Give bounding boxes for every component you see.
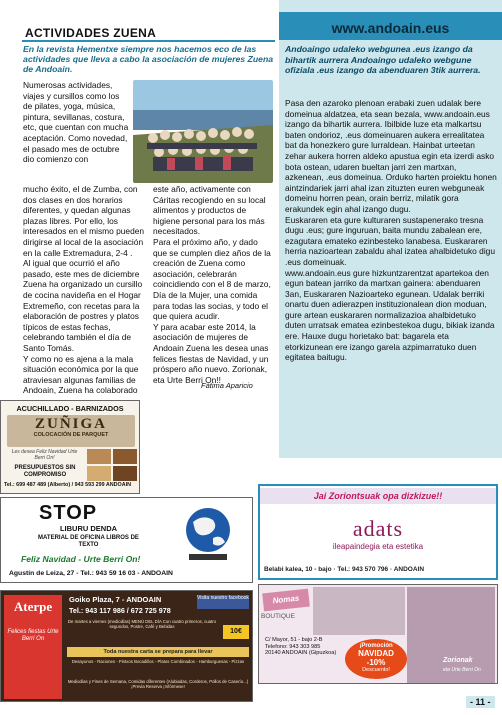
web-column: [279, 0, 502, 458]
promo-line-c: -10%: [366, 658, 386, 667]
aterpe-menu3: Mediodías y Fines de Semana, Comidas diferentes (Alubiadas, Corderos, Pollos de Caserío...) ¡Previa Reserva ¡Infórmese!: [67, 679, 249, 690]
aterpe-bar: Toda nuestra carta se prepara para llevar: [67, 647, 249, 657]
section-title: ACTIVIDADES ZUENA: [25, 26, 157, 40]
article-byline: Fátima Aparicio: [201, 381, 253, 390]
boutique-photo-1: [313, 587, 405, 635]
article-col1-top: Numerosas actividades, viajes y cursillos como los de pilates, yoga, música, pintura, sevillanas, costura, etc, que cuentan con mucha aceptación. Como novedad, el pasado mes de octubre dio comienzo con: [23, 80, 129, 165]
stop-address: Agustín de Leiza, 27 - Tel.: 943 59 16 03 - ANDOAIN: [9, 570, 173, 577]
aterpe-logo: [4, 595, 62, 699]
ad-zuniga[interactable]: [0, 400, 140, 494]
article-col2: este año, activamente con Cáritas recogiendo en su local alimentos y productos de higiene personal para los más necesitados. Para el próximo año, y dado que se cumplen diez años de la creación de Zuena como asociación, celebrarán coincidiendo con el 8 de marzo, Día de la Mujer, una comida para todas las socias, y todo el que quiera acudir. Y para acabar este 2014, la asociación de mujeres de Andoain Zuena les desea unas felices fiestas de Navidad, y un próspero año nuevo. Zorionak, eta Urte Berri On!!: [153, 184, 271, 385]
boutique-kicker: BOUTIQUE: [261, 613, 295, 620]
promo-line-a: ¡Promoción: [359, 643, 393, 649]
boutique-sig: eta Urte Berri On: [443, 667, 481, 673]
promo-line-b: NAVIDAD: [358, 649, 394, 658]
group-photo: [133, 80, 273, 183]
zuniga-tel: Tel.: 699 487 489 (Alberto) / 943 593 299 ANDOAIN: [4, 482, 132, 488]
zuniga-sub: COLOCACIÓN DE PARQUET: [33, 432, 109, 438]
article-lead: En la revista Hementxe siempre nos hacemos eco de las actividades que lleva a cabo la asociación de mujeres Zuena de Andoain.: [23, 44, 274, 74]
ad-boutique[interactable]: [258, 584, 498, 684]
stop-title: STOP: [39, 502, 98, 524]
aterpe-price: 10€: [223, 625, 249, 639]
zuniga-top-line: ACUCHILLADO - BARNIZADOS: [16, 404, 124, 413]
facebook-badge[interactable]: Visita nuestro facebook: [197, 595, 249, 609]
web-body: Pasa den azaroko plenoan erabaki zuen udalak bere domeinua aldatzea, eta sean bezala, www.andoain.eus izango da bihartik aurrera. Ibilbide luze eta malkartsu baten ondorioz, .eus domeinuaren aukera errealitatea bat da honezkero gure lurraldean. Hainbat urteetan zehar aukera horren aldeko apustua egin eta izerdi asko bota ostean, udaren bueltan jarri zen martxan, azkenean, .eus domeinua. Orduko harten proiektu honen aintzindariek jarri ahal izan zituzten euren webguneak domeinu horren pean, orain berriz, milatik gora erakundek egin ahal izango dugu. Euskararen eta gure kulturaren sustapenerako tresna dugu .eus; gure inguruan, baita mundu zabalean ere, ezagutara emateko ezinbesteko lanabesa. Euskararen herria nazioartean zabaldu ahal izatea ahalbidetuko digu .eus domeinuak. www.andoain.eus gure hizkuntzarentzat apartekoa den egun batean jarriko da martxan gainera: abenduaren 3an, Euskararen Nazioarteko egunean. Udalak berriki onartu duen adierazpen instituzionalean dion moduan, gure artean euskararen normalizazioa ahalbidetuko duten urratsak ematea ezinbestekoa dugu, bikiak izanda ere. Hauxe dugu horietako bat: bagarela eta etorkizunean ere izango garela azpimarratuko duen egitatea baitugu.: [285, 98, 497, 363]
aterpe-menu2: Desayunos - Raciones - Pintxos Bocadillos - Platos Combinados - Hamburguesas - Pizzas: [71, 659, 245, 664]
ad-adats[interactable]: [258, 484, 498, 580]
ad-aterpe[interactable]: [0, 590, 253, 702]
aterpe-wish: Felices fiestas Urte Berri On: [7, 629, 59, 642]
title-rule: [22, 40, 275, 42]
adats-head: Jai Zoriontsuak opa dizkizue!!: [260, 488, 496, 504]
web-lead: Andoaingo udaleko webgunea .eus izango da bihartik aurrera Andoaingo udaleko webgune ofiziala .eus izango da abenduaren 3tik aurrera.: [285, 44, 481, 75]
boutique-badge: Nomas: [262, 589, 310, 612]
zuniga-logo: [7, 415, 135, 447]
web-url-title[interactable]: www.andoain.eus: [331, 20, 450, 36]
zuniga-name: ZUÑIGA: [34, 416, 107, 432]
boutique-addr: C/ Mayor, 51 - bajo 2-B Telefono: 943 303 985 20140 ANDOAIN (Gipuzkoa): [265, 637, 337, 657]
aterpe-tel: Tel.: 943 117 986 / 672 725 978: [69, 606, 171, 615]
aterpe-name: Aterpe: [13, 599, 53, 614]
adats-brand: adats: [352, 516, 404, 541]
page-number: - 11 -: [466, 696, 495, 708]
adats-addr: Belabi kalea, 10 - bajo · Tel.: 943 570 796 · ANDOAIN: [264, 566, 425, 573]
stop-greeting: Feliz Navidad - Urte Berri On!: [21, 554, 141, 564]
globe-icon: [179, 504, 237, 564]
stop-line1: LIBURU DENDA: [59, 524, 118, 533]
group-photo-image: [133, 80, 273, 183]
aterpe-addr: Goiko Plaza, 7 - ANDOAIN: [69, 595, 162, 604]
ad-stop[interactable]: [0, 497, 253, 583]
parquet-samples-image: [87, 449, 137, 481]
zuniga-wish: Les desea Feliz Navidad Urte Berri On!: [11, 449, 78, 461]
stop-line2: MATERIAL DE OFICINA LIBROS DE TEXTO: [38, 535, 139, 548]
boutique-zorionak: Zorionak: [443, 657, 473, 664]
article-col1-bottom: mucho éxito, el de Zumba, con dos clases en dos horarios diferentes, y quedan algunas plazas libres. Por ello, los interesados en el mismo pueden dirigirse al local de la asociación en la calle Extremadura, 2-4 . Al igual que ocurrió el año pasado, este mes de diciembre Zuena ha organizado un cursillo de cocina navideña en el Hogar Extremeño, con recetas para la elaboración de postres y platos típicos de estas fechas, celebrando también el día de Santo Tomás. Y como no es ajena a la mala situación económica por la que atraviesan algunas familias de Andoain, Zuena ha colaborado: [23, 184, 145, 396]
boutique-promo: [345, 639, 407, 679]
aterpe-menu: De martes a viernes (mediodías) MENÚ DEL DÍA Con cuatro primeros, cuatro segundos, Postre, Café y Bebidas: [67, 619, 217, 630]
zuniga-budget: PRESUPUESTOS SIN COMPROMISO: [14, 465, 76, 478]
adats-tag: ileapaindegia eta estetika: [332, 542, 424, 551]
promo-line-d: Descuento!: [362, 667, 390, 673]
